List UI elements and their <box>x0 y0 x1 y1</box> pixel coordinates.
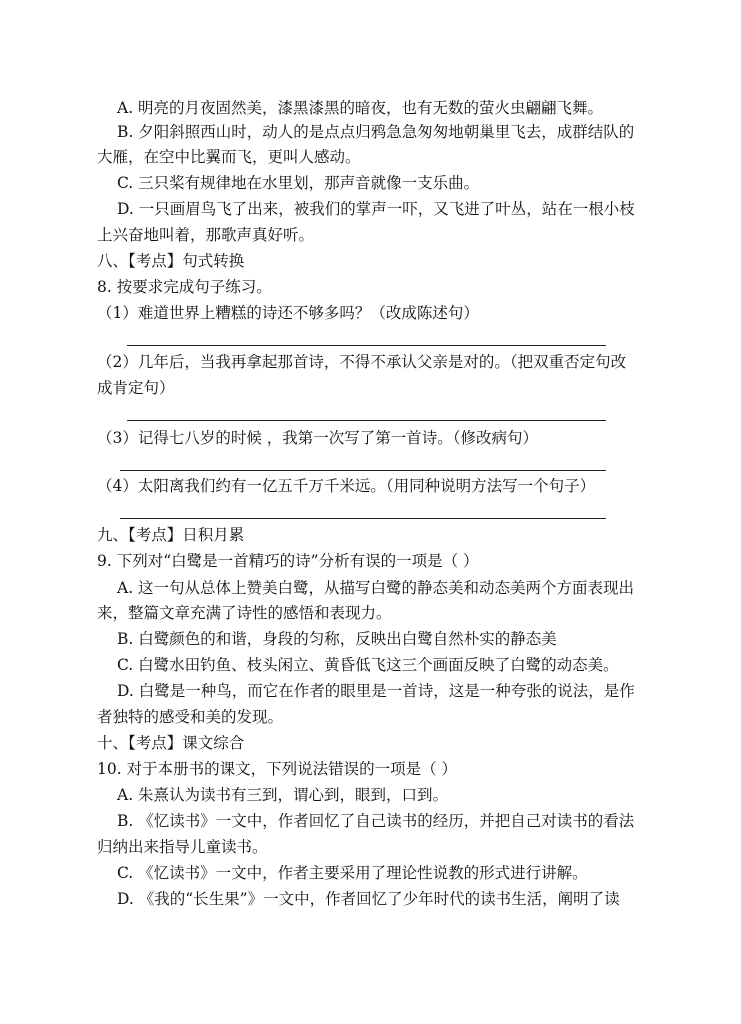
answer-line-4[interactable] <box>120 518 606 519</box>
q7-option-b-line1: B. 夕阳斜照西山时，动人的是点点归鸦急急匆匆地朝巢里飞去，成群结队的 <box>117 123 635 141</box>
q7-option-d-line2: 上兴奋地叫着，那歌声真好听。 <box>97 226 315 244</box>
q7-option-a: A. 明亮的月夜固然美，漆黑漆黑的暗夜，也有无数的萤火虫翩翩飞舞。 <box>117 99 604 117</box>
section8-item1: （1）难道世界上糟糕的诗还不够多吗？（改成陈述句） <box>97 304 479 322</box>
q10-option-b-line1: B. 《忆读书》一文中，作者回忆了自己读书的经历，并把自己对读书的看法 <box>117 812 635 830</box>
q9-option-d-line2: 者独特的感受和美的发现。 <box>97 708 284 726</box>
section10-question: 10. 对于本册书的课文，下列说法错误的一项是（ ） <box>97 760 458 778</box>
section8-item2-line2: 成肯定句） <box>97 379 175 397</box>
answer-line-3[interactable] <box>120 470 606 471</box>
q10-option-c: C. 《忆读书》一文中，作者主要采用了理论性说教的形式进行讲解。 <box>117 864 588 882</box>
q9-option-c: C. 白鹭水田钓鱼、枝头闲立、黄昏低飞这三个画面反映了白鹭的动态美。 <box>117 656 619 674</box>
q9-option-a-line2: 来，整篇文章充满了诗性的感悟和表现力。 <box>97 604 392 622</box>
q9-option-d-line1: D. 白鹭是一种鸟，而它在作者的眼里是一首诗，这是一种夸张的说法，是作 <box>117 682 635 700</box>
q10-option-b-line2: 归纳出来指导儿童读书。 <box>97 838 268 856</box>
q10-option-d-line1: D. 《我的“长生果”》一文中，作者回忆了少年时代的读书生活，阐明了读 <box>117 890 620 908</box>
section10-heading: 十、【考点】课文综合 <box>97 734 245 752</box>
q7-option-c: C. 三只桨有规律地在水里划，那声音就像一支乐曲。 <box>117 174 480 192</box>
section8-heading: 八、【考点】句式转换 <box>97 252 245 270</box>
section8-question: 8. 按要求完成句子练习。 <box>97 278 272 296</box>
section8-item4: （4）太阳离我们约有一亿五千万千米远。（用同种说明方法写一个句子） <box>97 477 596 495</box>
q10-option-a: A. 朱熹认为读书有三到，谓心到，眼到，口到。 <box>117 786 449 804</box>
q9-option-a-line1: A. 这一句从总体上赞美白鹭，从描写白鹭的静态美和动态美两个方面表现出 <box>117 579 635 597</box>
q9-option-b: B. 白鹭颜色的和谐，身段的匀称，反映出白鹭自然朴实的静态美 <box>117 630 557 648</box>
section9-question: 9. 下列对“白鹭是一首精巧的诗”分析有误的一项是（ ） <box>97 552 479 570</box>
answer-line-1[interactable] <box>127 345 606 346</box>
section8-item2-line1: （2）几年后，当我再拿起那首诗，不得不承认父亲是对的。（把双重否定句改 <box>97 353 627 371</box>
answer-line-2[interactable] <box>127 420 606 421</box>
section8-item3: （3）记得七八岁的时候 ，我第一次写了第一首诗。（修改病句） <box>97 429 539 447</box>
section9-heading: 九、【考点】日积月累 <box>97 526 245 544</box>
q7-option-b-line2: 大雁，在空中比翼而飞，更叫人感动。 <box>97 148 361 166</box>
q7-option-d-line1: D. 一只画眉鸟飞了出来，被我们的掌声一吓，又飞进了叶丛，站在一根小枝 <box>117 200 635 218</box>
